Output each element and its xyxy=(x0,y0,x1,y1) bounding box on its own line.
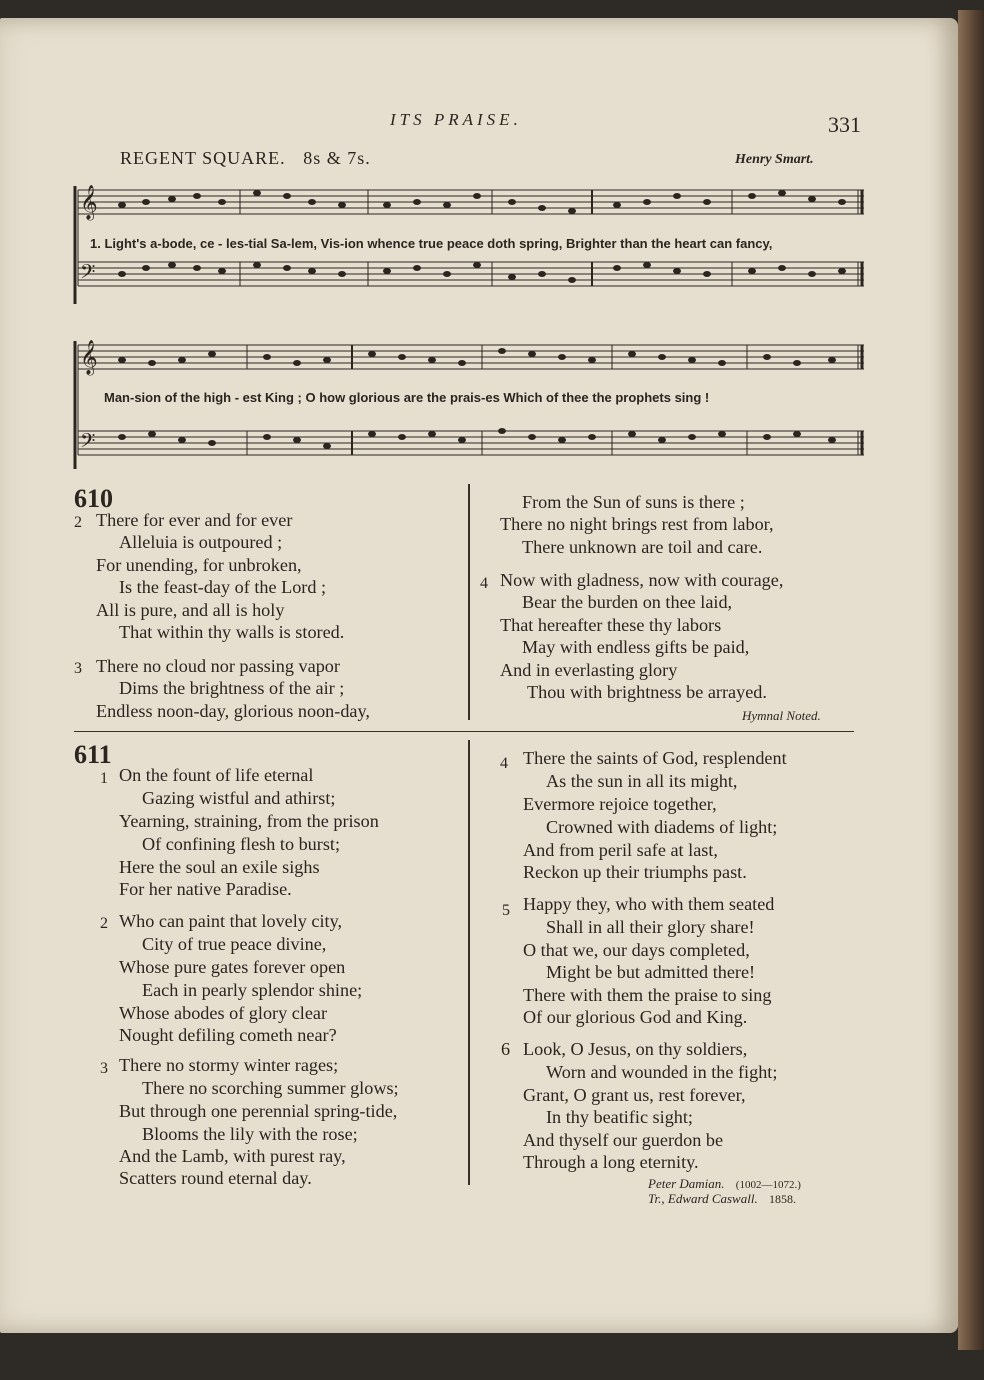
verse-line: Might be but admitted there! xyxy=(546,962,756,982)
verse-line: Here the soul an exile sighs xyxy=(119,857,320,877)
verse-line: O that we, our days completed, xyxy=(523,940,750,960)
verse-number: 6 xyxy=(501,1039,511,1059)
verse-line: Whose pure gates forever open xyxy=(119,957,346,977)
attribution-610: Hymnal Noted. xyxy=(742,708,821,723)
verse-line: Through a long eternity. xyxy=(523,1152,699,1172)
verse-line: Grant, O grant us, rest forever, xyxy=(523,1085,746,1105)
verse-line: Reckon up their triumphs past. xyxy=(523,862,747,882)
verse-line: Gazing wistful and athirst; xyxy=(142,788,336,808)
verse-line: And from peril safe at last, xyxy=(523,840,718,860)
verse-line: And thyself our guerdon be xyxy=(523,1130,724,1150)
verse-line: That within thy walls is stored. xyxy=(119,622,345,642)
verse-line: But through one perennial spring-tide, xyxy=(119,1101,398,1121)
verse-line: Whose abodes of glory clear xyxy=(119,1003,328,1023)
verse-line: Of our glorious God and King. xyxy=(523,1007,748,1027)
column-divider-611 xyxy=(468,740,470,1185)
verse-line: Look, O Jesus, on thy soldiers, xyxy=(523,1039,748,1059)
author-name: Peter Damian. xyxy=(648,1176,725,1191)
verse-line: Shall in all their glory share! xyxy=(546,917,755,937)
verse-line: Dims the brightness of the air ; xyxy=(119,678,345,698)
hymn-separator xyxy=(74,731,854,732)
verse-line: City of true peace divine, xyxy=(142,934,327,954)
verse-line: There with them the praise to sing xyxy=(523,985,772,1005)
verse-number: 3 xyxy=(100,1060,108,1077)
author-dates: (1002—1072.) xyxy=(735,1179,801,1191)
music-system-2 xyxy=(72,335,866,475)
verse-line: Now with gladness, now with courage, xyxy=(500,570,784,590)
verse-line: There no stormy winter rages; xyxy=(119,1055,339,1075)
verse-line: Evermore rejoice together, xyxy=(523,794,717,814)
verse-line: Each in pearly splendor shine; xyxy=(142,980,363,1000)
tune-underlay-2: Man-sion of the high - est King ; O how glorious are the prais-es Which of thee the prophets sing ! xyxy=(104,390,710,405)
verse-line: Bear the burden on thee laid, xyxy=(522,592,733,612)
verse-line: There no night brings rest from labor, xyxy=(500,514,774,534)
verse-line: Yearning, straining, from the prison xyxy=(119,811,379,831)
verse-line: There unknown are toil and care. xyxy=(522,537,763,557)
verse-number: 3 xyxy=(74,660,82,677)
verse-line: And the Lamb, with purest ray, xyxy=(119,1146,346,1166)
verse-line: As the sun in all its might, xyxy=(546,771,738,791)
verse-line: Worn and wounded in the fight; xyxy=(546,1062,778,1082)
verse-line: Scatters round eternal day. xyxy=(119,1168,312,1188)
verse-number: 4 xyxy=(500,755,508,772)
verse-line: Happy they, who with them seated xyxy=(523,894,775,914)
page-number: 331 xyxy=(828,112,861,137)
verse-line: Crowned with diadems of light; xyxy=(546,817,778,837)
verse-line: There the saints of God, resplendent xyxy=(523,748,787,768)
svg-text:𝄞: 𝄞 xyxy=(80,341,98,374)
svg-text:𝄞: 𝄞 xyxy=(80,186,98,219)
verse-line: Who can paint that lovely city, xyxy=(119,911,343,931)
verse-line: There no cloud nor passing vapor xyxy=(96,656,340,676)
verse-number: 1 xyxy=(100,770,108,787)
verse-line: And in everlasting glory xyxy=(500,660,678,680)
translator-name: Tr., Edward Caswall. xyxy=(648,1191,758,1206)
verse-number: 2 xyxy=(100,915,108,932)
verse-line: Blooms the lily with the rose; xyxy=(142,1124,358,1144)
attribution-translator xyxy=(648,1191,796,1207)
verse-line: In thy beatific sight; xyxy=(546,1107,693,1127)
verse-line: Is the feast-day of the Lord ; xyxy=(119,577,327,597)
verse-number: 2 xyxy=(74,514,82,531)
tune-underlay-1: 1. Light's a-bode, ce - les-tial Sa-lem, Vis-ion whence true peace doth spring, Brighter than the heart can fancy, xyxy=(90,236,773,251)
verse-line: That hereafter these thy labors xyxy=(500,615,722,635)
hymn-number-611: 611 xyxy=(74,740,112,769)
verse-line: Thou with brightness be arrayed. xyxy=(527,682,767,702)
verse-line: For her native Paradise. xyxy=(119,879,292,899)
verse-number: 5 xyxy=(502,902,510,919)
verse-line: May with endless gifts be paid, xyxy=(522,637,750,657)
verse-line: From the Sun of suns is there ; xyxy=(522,492,745,512)
composer: Henry Smart. xyxy=(735,152,814,167)
svg-text:𝄢: 𝄢 xyxy=(80,431,96,457)
svg-text:𝄢: 𝄢 xyxy=(80,262,96,288)
book-edge xyxy=(958,10,984,1350)
verse-line: For unending, for unbroken, xyxy=(96,555,302,575)
verse-line: Alleluia is outpoured ; xyxy=(119,532,283,552)
translator-date: 1858. xyxy=(768,1192,796,1206)
tune-heading xyxy=(120,148,371,169)
column-divider-610 xyxy=(468,484,470,720)
tune-meter: 8s & 7s. xyxy=(303,148,371,168)
verse-line: All is pure, and all is holy xyxy=(96,600,285,620)
tune-name: REGENT SQUARE. xyxy=(120,148,286,168)
verse-line: Endless noon-day, glorious noon-day, xyxy=(96,701,370,721)
hymn-number-610: 610 xyxy=(74,484,113,513)
attribution-author xyxy=(648,1176,801,1192)
verse-line: Of confining flesh to burst; xyxy=(142,834,341,854)
verse-line: Nought defiling cometh near? xyxy=(119,1025,337,1045)
verse-line: On the fount of life eternal xyxy=(119,765,314,785)
verse-line: There no scorching summer glows; xyxy=(142,1078,399,1098)
running-title: ITS PRAISE. xyxy=(390,110,522,129)
verse-number: 4 xyxy=(480,575,488,592)
verse-line: There for ever and for ever xyxy=(96,510,293,530)
